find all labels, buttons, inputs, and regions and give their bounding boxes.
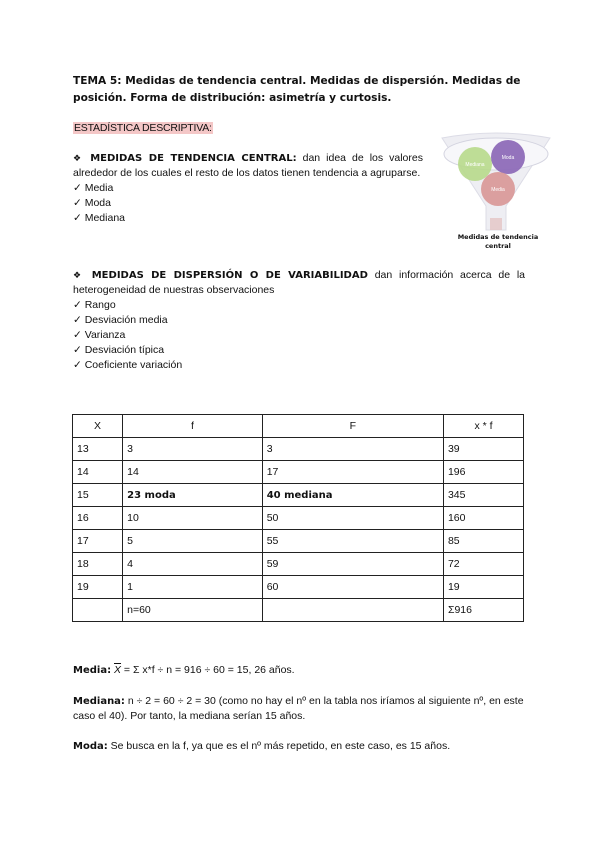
total-sum-cell: Σ916 (443, 599, 523, 622)
table-cell: 59 (262, 553, 443, 576)
table-cell: 50 (262, 507, 443, 530)
mediana-label: Mediana (465, 162, 485, 168)
dispersion-block (73, 268, 525, 373)
mediana-formula (73, 694, 533, 724)
section-heading: ESTADÍSTICA DESCRIPTIVA: (74, 122, 212, 134)
list-item: ✓ Media (73, 182, 114, 194)
header-cumulative-f: F (262, 415, 443, 438)
table-cell: 1 (123, 576, 263, 599)
funnel-outlet (490, 218, 502, 230)
table-row (73, 438, 524, 461)
table-cell: 60 (262, 576, 443, 599)
central-tendency-text: dan idea de los valores alrededor de los cuales el resto de los datos tienen tendencia a agruparse. (73, 152, 423, 179)
moda-label: Moda: (73, 741, 108, 752)
page-title: TEMA 5: Medidas de tendencia central. Medidas de dispersión. Medidas de posición. Forma de distribución: asimetría y curtosis. (73, 75, 521, 104)
dispersion-list (73, 298, 525, 373)
table-cell: 3 (123, 438, 263, 461)
table-cell: 13 (73, 438, 123, 461)
table-cell: 55 (262, 530, 443, 553)
list-item: ✓ Rango (73, 299, 116, 311)
table-cell: 14 (73, 461, 123, 484)
list-item: ✓ Coeficiente variación (73, 359, 183, 371)
dispersion-heading: MEDIDAS DE DISPERSIÓN O DE VARIABILIDAD (91, 270, 368, 281)
central-tendency-heading: MEDIDAS DE TENDENCIA CENTRAL: (90, 153, 297, 164)
table-row (73, 553, 524, 576)
x-bar-symbol: $\overline{X}$ (114, 664, 122, 676)
media-text: = Σ x*f ÷ n = 916 ÷ 60 = 15, 26 años. (121, 664, 295, 676)
mediana-text: n ÷ 2 = 60 ÷ 2 = 30 (como no hay el nº en la tabla nos iríamos al siguiente nº, en este caso el 40). Por tanto, la mediana serían 15 años. (73, 695, 524, 722)
table-cell: 17 (262, 461, 443, 484)
table-cell: 10 (123, 507, 263, 530)
table-cell: 18 (73, 553, 123, 576)
table-cell: 16 (73, 507, 123, 530)
table-cell: 15 (73, 484, 123, 507)
table-cell: 14 (123, 461, 263, 484)
table-cell: 17 (73, 530, 123, 553)
table-cell (73, 599, 123, 622)
list-item: ✓ Mediana (73, 212, 125, 224)
moda-formula (73, 739, 533, 754)
table-row (73, 484, 524, 507)
table-cell: 19 (443, 576, 523, 599)
table-row (73, 576, 524, 599)
central-tendency-paragraph (73, 151, 423, 181)
list-item: ✓ Varianza (73, 329, 126, 341)
table-cell: 19 (73, 576, 123, 599)
table-row (73, 530, 524, 553)
list-item: ✓ Moda (73, 197, 111, 209)
table-cell (262, 599, 443, 622)
total-n-cell: n=60 (123, 599, 263, 622)
dispersion-paragraph (73, 268, 525, 298)
frequency-table (72, 414, 524, 622)
table-cell: 345 (443, 484, 523, 507)
diagram-caption: Medidas de tendencia central (457, 233, 539, 250)
table-cell: 39 (443, 438, 523, 461)
central-tendency-list (73, 181, 423, 226)
mediana-label: Mediana: (73, 696, 125, 707)
table-cell: 85 (443, 530, 523, 553)
list-item: ✓ Desviación típica (73, 344, 165, 356)
header-x-times-f: x * f (443, 415, 523, 438)
moda-label: Moda (501, 155, 515, 161)
table-total-row (73, 599, 524, 622)
header-f: f (123, 415, 263, 438)
media-label: Media: (73, 665, 112, 676)
media-formula (73, 663, 533, 678)
table-cell: 4 (123, 553, 263, 576)
table-row (73, 461, 524, 484)
diamond-bullet-icon: ❖ (73, 153, 85, 163)
median-cell: 40 mediana (262, 484, 443, 507)
diamond-bullet-icon: ❖ (73, 270, 85, 280)
table-cell: 196 (443, 461, 523, 484)
table-cell: 5 (123, 530, 263, 553)
media-label: Media (491, 187, 505, 193)
table-cell: 160 (443, 507, 523, 530)
table-header-row (73, 415, 524, 438)
mode-cell: 23 moda (123, 484, 263, 507)
central-tendency-block (73, 151, 423, 226)
moda-text: Se busca en la f, ya que es el nº más repetido, en este caso, es 15 años. (107, 740, 451, 752)
header-x: X (73, 415, 123, 438)
table-row (73, 507, 524, 530)
dispersion-text: dan información acerca de la heterogeneidad de nuestras observaciones (73, 269, 525, 296)
table-cell: 3 (262, 438, 443, 461)
list-item: ✓ Desviación media (73, 314, 168, 326)
table-cell: 72 (443, 553, 523, 576)
